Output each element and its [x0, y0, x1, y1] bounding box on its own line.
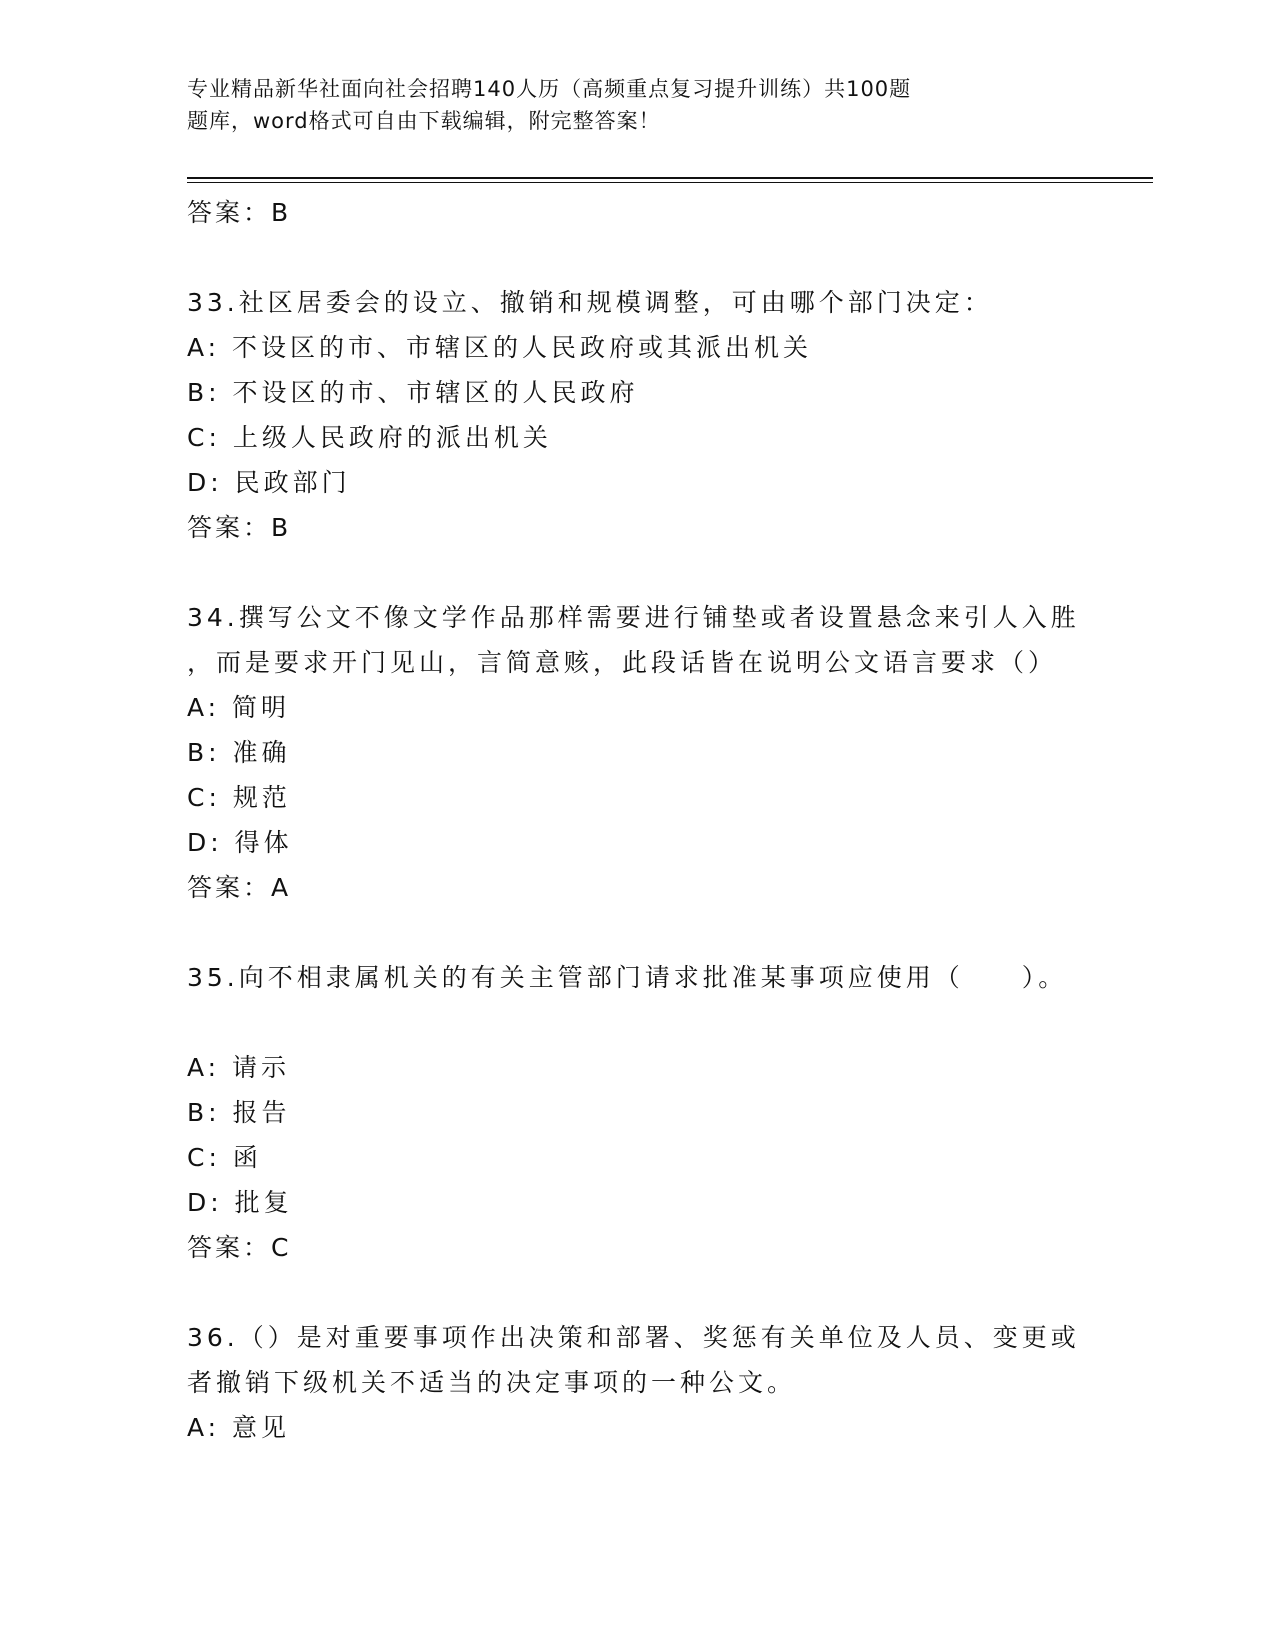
option-a: A: 不设区的市、市辖区的人民政府或其派出机关: [187, 333, 813, 362]
question-35: [187, 955, 1087, 1270]
question-text-line-1: 36.（）是对重要事项作出决策和部署、奖惩有关单位及人员、变更或: [187, 1323, 1080, 1352]
document-header: [187, 73, 1027, 137]
question-text: 33.社区居委会的设立、撤销和规模调整，可由哪个部门决定：: [187, 288, 993, 317]
option-c: C: 上级人民政府的派出机关: [187, 423, 552, 452]
question-text-line-1: 34.撰写公文不像文学作品那样需要进行铺垫或者设置悬念来引人入胜: [187, 603, 1080, 632]
header-title-line-2: 题库，word格式可自由下载编辑，附完整答案！: [187, 109, 661, 133]
answer: 答案：B: [187, 513, 292, 542]
answer: 答案：A: [187, 873, 292, 902]
option-a: A: 意见: [187, 1413, 291, 1442]
option-a: A: 简明: [187, 693, 291, 722]
option-d: D: 民政部门: [187, 468, 351, 497]
answer: 答案：C: [187, 1233, 292, 1262]
previous-answer: 答案：B: [187, 198, 292, 227]
option-b: B: 报告: [187, 1098, 291, 1127]
option-a: A: 请示: [187, 1053, 291, 1082]
question-text-line-2: 者撤销下级机关不适当的决定事项的一种公文。: [187, 1368, 797, 1397]
header-divider-thick: [187, 177, 1153, 179]
question-list: [187, 190, 1087, 1450]
question-text: 35.向不相隶属机关的有关主管部门请求批准某事项应使用（ ）。: [187, 963, 1068, 992]
question-text-line-2: ，而是要求开门见山，言简意赅，此段话皆在说明公文语言要求（）: [187, 648, 1058, 677]
question-36: [187, 1315, 1087, 1450]
question-33: [187, 280, 1087, 550]
question-34: [187, 595, 1087, 910]
option-d: D: 得体: [187, 828, 293, 857]
header-title-line-1: 专业精品新华社面向社会招聘140人历（高频重点复习提升训练）共100题: [187, 77, 912, 101]
option-c: C: 规范: [187, 783, 291, 812]
header-divider-thin: [187, 182, 1153, 183]
option-d: D: 批复: [187, 1188, 293, 1217]
option-b: B: 准确: [187, 738, 291, 767]
option-c: C: 函: [187, 1143, 262, 1172]
option-b: B: 不设区的市、市辖区的人民政府: [187, 378, 639, 407]
